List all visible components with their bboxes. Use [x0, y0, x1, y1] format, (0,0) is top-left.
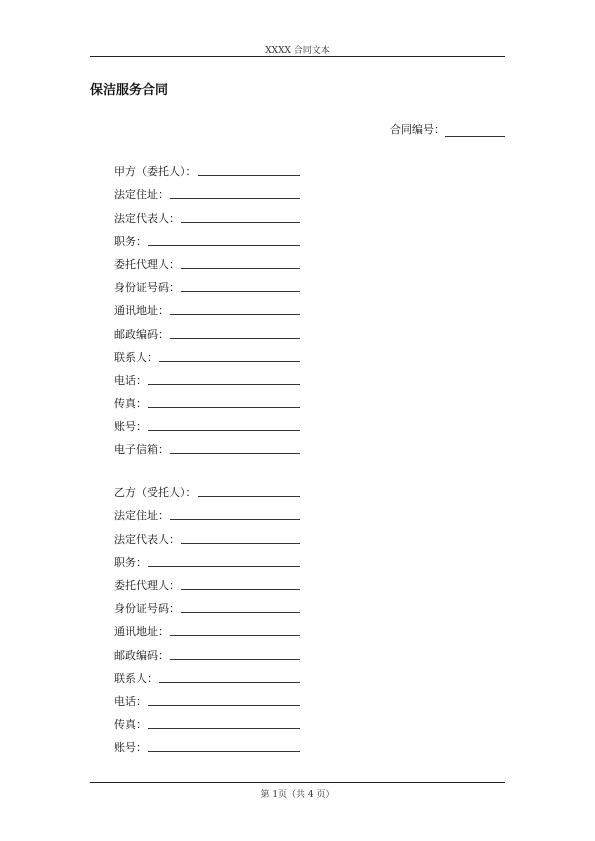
party-b-field-row [114, 570, 300, 593]
field-label: 联系人： [114, 350, 158, 364]
field-label: 传真： [114, 718, 147, 732]
field-label: 甲方（委托人）： [114, 165, 197, 179]
party-b-field-row [114, 547, 300, 570]
party-b-field-row [114, 477, 300, 500]
field-blank-line [198, 175, 301, 176]
field-label: 委托代理人： [114, 578, 180, 592]
party-a-field-row [114, 388, 300, 411]
field-blank-line [170, 453, 300, 454]
field-blank-line [148, 430, 300, 431]
field-blank-line [159, 361, 300, 362]
party-a-field-row [114, 295, 300, 318]
field-label: 身份证号码： [114, 602, 180, 616]
contract-number [390, 121, 505, 137]
field-label: 账号： [114, 741, 147, 755]
field-blank-line [181, 268, 300, 269]
party-a-section [114, 156, 300, 457]
field-blank-line [148, 245, 300, 246]
field-blank-line [170, 198, 300, 199]
field-label: 电话： [114, 694, 147, 708]
field-label: 法定代表人： [114, 532, 180, 546]
field-blank-line [170, 659, 300, 660]
page-header: XXXX 合同文本 [265, 46, 330, 56]
field-blank-line [181, 222, 300, 223]
field-label: 通讯地址： [114, 304, 169, 318]
party-a-field-row [114, 156, 300, 179]
field-label: 联系人： [114, 671, 158, 685]
party-a-field-row [114, 365, 300, 388]
page-footer: 第 1页（共 4 页） [260, 790, 335, 800]
field-label: 法定住址： [114, 509, 169, 523]
field-label: 乙方（受托人）： [114, 486, 197, 500]
party-b-field-row [114, 709, 300, 732]
party-a-field-row [114, 318, 300, 341]
field-blank-line [170, 338, 300, 339]
field-blank-line [170, 635, 300, 636]
field-blank-line [181, 543, 300, 544]
field-blank-line [198, 496, 301, 497]
party-a-field-row [114, 434, 300, 457]
field-blank-line [148, 728, 300, 729]
party-b-field-row [114, 616, 300, 639]
party-b-field-row [114, 523, 300, 546]
party-a-field-row [114, 411, 300, 434]
party-b-field-row [114, 593, 300, 616]
party-b-field-row [114, 686, 300, 709]
field-label: 法定代表人： [114, 211, 180, 225]
party-a-field-row [114, 202, 300, 225]
party-b-field-row [114, 500, 300, 523]
contract-number-label: 合同编号： [390, 123, 445, 136]
document-title: 保洁服务合同 [90, 83, 169, 98]
field-blank-line [170, 314, 300, 315]
field-blank-line [148, 566, 300, 567]
field-blank-line [148, 751, 300, 752]
header-divider [90, 56, 505, 57]
party-a-field-row [114, 226, 300, 249]
party-a-field-row [114, 272, 300, 295]
party-b-field-row [114, 663, 300, 686]
field-blank-line [148, 384, 300, 385]
footer-divider [90, 782, 505, 783]
field-label: 邮政编码： [114, 648, 169, 662]
field-label: 委托代理人： [114, 257, 180, 271]
field-blank-line [148, 407, 300, 408]
party-a-field-row [114, 342, 300, 365]
field-blank-line [170, 519, 300, 520]
party-b-field-row [114, 732, 300, 755]
party-a-field-row [114, 249, 300, 272]
field-blank-line [181, 291, 300, 292]
contract-number-blank [445, 124, 505, 137]
field-label: 邮政编码： [114, 327, 169, 341]
field-label: 电子信箱： [114, 443, 169, 457]
field-label: 通讯地址： [114, 625, 169, 639]
party-a-field-row [114, 179, 300, 202]
party-b-field-row [114, 639, 300, 662]
field-label: 电话： [114, 373, 147, 387]
field-label: 职务： [114, 234, 147, 248]
field-label: 法定住址： [114, 188, 169, 202]
field-blank-line [181, 612, 300, 613]
field-label: 账号： [114, 420, 147, 434]
field-blank-line [148, 705, 300, 706]
field-label: 传真： [114, 397, 147, 411]
field-label: 身份证号码： [114, 281, 180, 295]
field-blank-line [181, 589, 300, 590]
party-b-section [114, 477, 300, 755]
field-label: 职务： [114, 555, 147, 569]
field-blank-line [159, 682, 300, 683]
